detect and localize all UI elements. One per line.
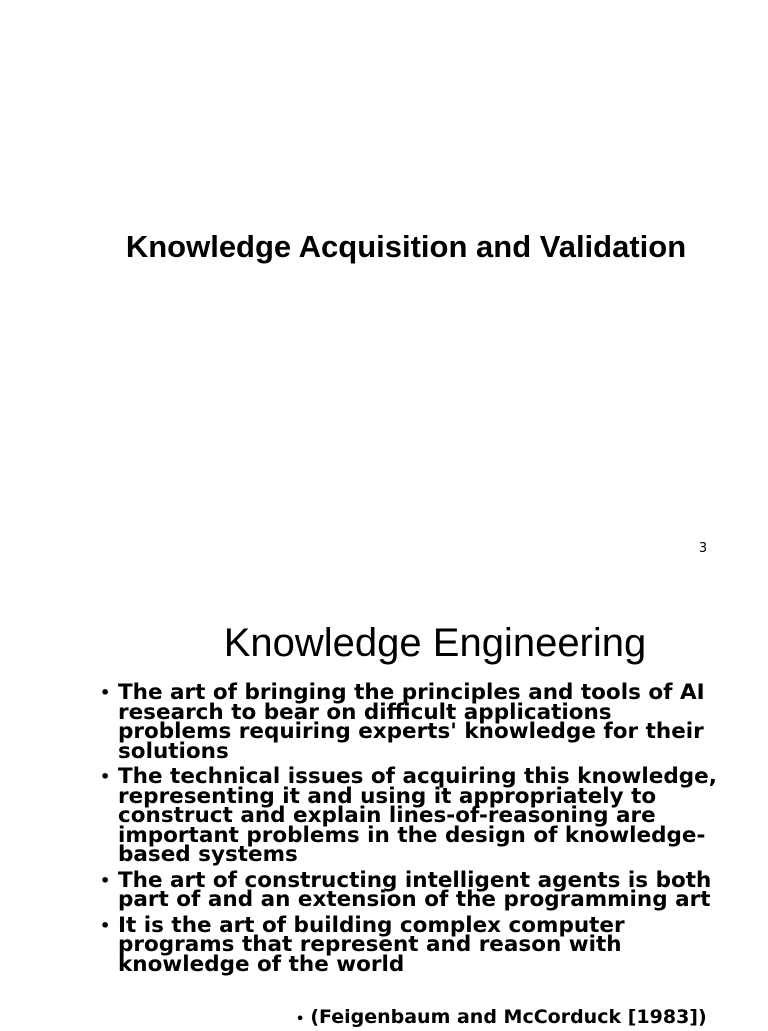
bullet-item [100,912,720,977]
bullet-icon: • [100,870,111,890]
bullet-text: The art of constructing intelligent agents is both part of and an extension of the programming art [118,867,712,912]
slide-heading: Knowledge Engineering [223,621,647,665]
bullet-icon: • [100,683,111,702]
bullet-item [100,764,720,867]
bullet-icon: • [100,915,111,935]
sub-bullet-icon: • [296,1012,305,1027]
bullet-text: It is the art of building complex computer programs that represent and reason with knowledge of the world [118,912,625,977]
slide-title: Knowledge Acquisition and Validation [125,229,687,264]
citation [296,1006,707,1031]
bullet-list [100,680,720,980]
citation-text: (Feigenbaum and McCorduck [1983]) [310,1006,707,1028]
bullet-text: The technical issues of acquiring this knowledge, representing it and using it appropriately to construct and explain lines-of-reasoning are important problems in the design of knowledge-based systems [118,764,717,867]
bullet-item [100,867,720,912]
bullet-icon: • [100,767,111,786]
page-number: 3 [698,541,708,556]
bullet-text: The art of bringing the principles and tools of AI research to bear on difficult applications problems requiring experts' knowledge for their solutions [118,680,705,764]
content-slide [0,580,768,1028]
bullet-item [100,680,720,764]
